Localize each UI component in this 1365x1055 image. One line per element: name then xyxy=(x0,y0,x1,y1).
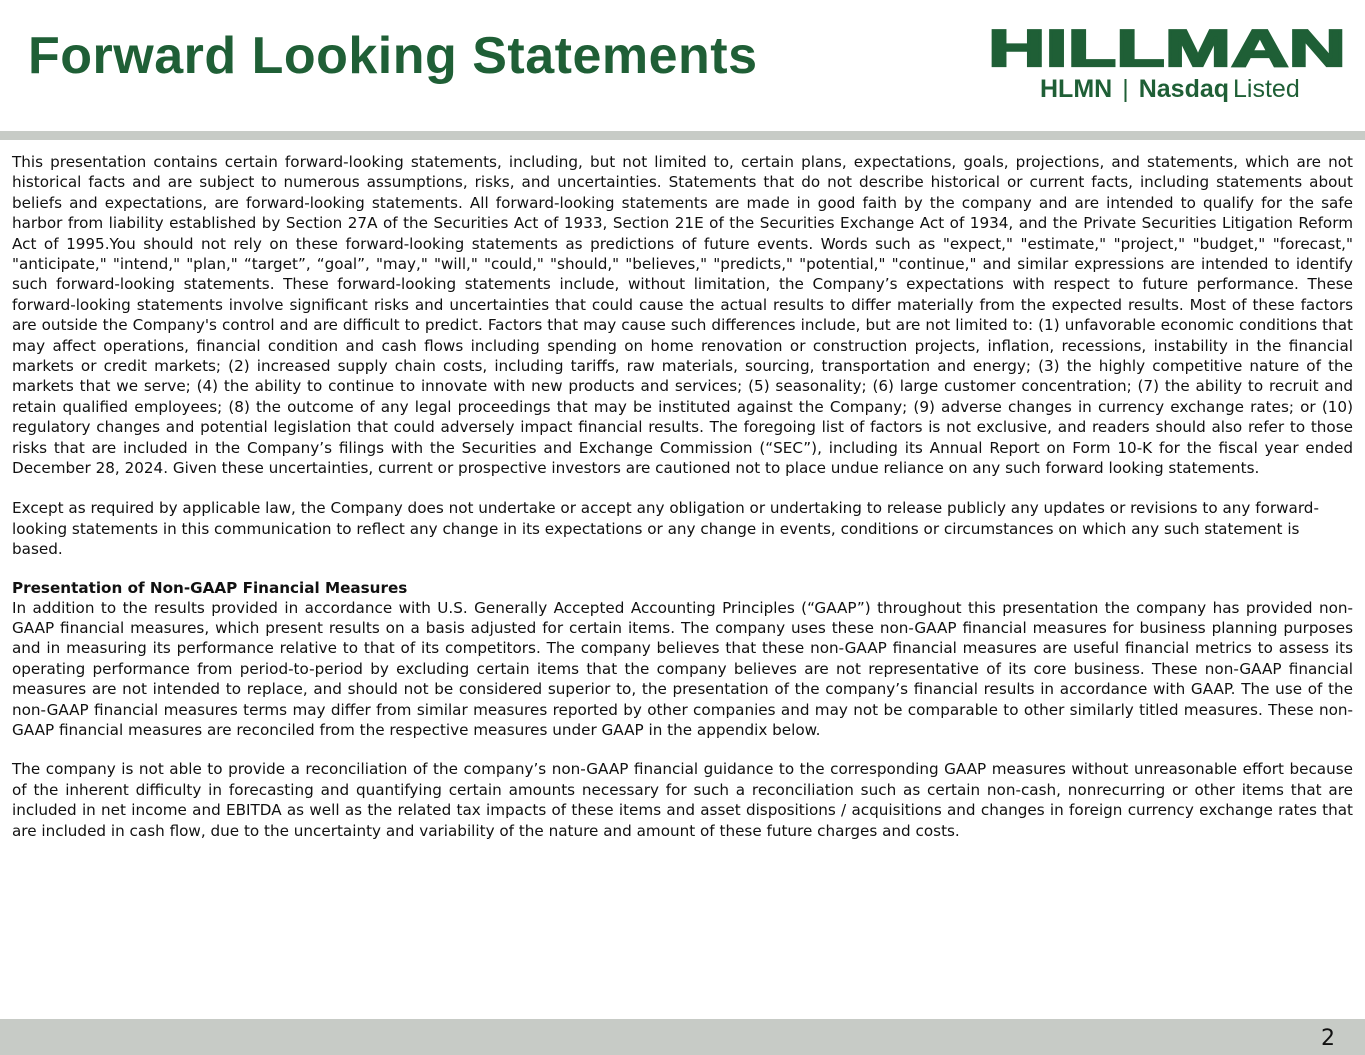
non-gaap-heading: Presentation of Non-GAAP Financial Measures xyxy=(12,578,408,597)
page-number: 2 xyxy=(1321,1026,1335,1051)
hillman-wordmark xyxy=(986,26,1348,74)
logo-ticker: HLMN xyxy=(1040,75,1113,103)
reconciliation-paragraph: The company is not able to provide a reconciliation of the company’s non-GAAP financial guidance to the corresponding GAAP measures without unreasonable effort because of the inherent difficulty in forecasting and quantifying certain amounts necessary for such a reconciliation such as certain non-cash, nonrecurring or other items that are included in net income and EBITDA as well as the related tax impacts of these items and asset dispositions / acquisitions and changes in foreign currency exchange rates that are included in cash flow, due to the uncertainty and variability of the nature and amount of these future charges and costs. xyxy=(12,760,1353,840)
no-update-paragraph: Except as required by applicable law, the Company does not undertake or accept any obligation or undertaking to release publicly any updates or revisions to any forward-looking statements in this communication to reflect any change in its expectations or any change in events, conditions or circumstances on which any such statement is based. xyxy=(12,499,1319,559)
logo-exchange: Nasdaq xyxy=(1138,75,1230,103)
logo-separator: | xyxy=(1122,75,1129,103)
logo-listed: Listed xyxy=(1233,75,1300,103)
forward-looking-paragraph: This presentation contains certain forward-looking statements, including, but not limited to, certain plans, expectations, goals, projections, and statements, which are not historical facts and are subject to numerous assumptions, risks, and uncertainties. Statements that do not describe historical or current facts, including statements about beliefs and expectations, are forward-looking statements. All forward-looking statements are made in good faith by the company and are intended to qualify for the safe harbor from liability established by Section 27A of the Securities Act of 1933, Section 21E of the Securities Exchange Act of 1934, and the Private Securities Litigation Reform Act of 1995.You should not rely on these forward-looking statements as predictions of future events. Words such as "expect," "estimate," "project," "budget," "forecast," "anticipate," "intend," "plan," “target”, “goal”, "may," "will," "could," "should," "believes," "predicts," "potential," "continue," and similar expressions are intended to identify such forward-looking statements. These forward-looking statements include, without limitation, the Company’s expectations with respect to future performance. These forward-looking statements involve significant risks and uncertainties that could cause the actual results to differ materially from the expected results. Most of these factors are outside the Company's control and are difficult to predict. Factors that may cause such differences include, but are not limited to: (1) unfavorable economic conditions that may affect operations, financial condition and cash flows including spending on home renovation or construction projects, inflation, recessions, instability in the financial markets or credit markets; (2) increased supply chain costs, including tariffs, raw materials, sourcing, transportation and energy; (3) the highly competitive nature of the markets that we serve; (4) the ability to continue to innovate with new products and services; (5) seasonality; (6) large customer concentration; (7) the ability to recruit and retain qualified employees; (8) the outcome of any legal proceedings that may be instituted against the Company; (9) adverse changes in currency exchange rates; or (10) regulatory changes and potential legislation that could adversely impact financial results. The foregoing list of factors is not exclusive, and readers should also refer to those risks that are included in the Company’s filings with the Securities and Exchange Commission (“SEC”), including its Annual Report on Form 10-K for the fiscal year ended December 28, 2024. Given these uncertainties, current or prospective investors are cautioned not to place undue reliance on any such forward looking statements. xyxy=(12,153,1353,478)
non-gaap-paragraph: In addition to the results provided in accordance with U.S. Generally Accepted Accounting Principles (“GAAP”) throughout this presentation the company has provided non-GAAP financial measures, which present results on a basis adjusted for certain items. The company uses these non-GAAP financial measures for business planning purposes and in measuring its performance relative to that of its competitors. The company believes that these non-GAAP financial measures are useful financial metrics to assess its operating performance from period-to-period by excluding certain items that the company believes are not representative of its core business. These non-GAAP financial measures are not intended to replace, and should not be considered superior to, the presentation of the company’s financial results in accordance with GAAP. The use of the non-GAAP financial measures terms may differ from similar measures reported by other companies and may not be comparable to other similarly titled measures. These non-GAAP financial measures are reconciled from the respective measures under GAAP in the appendix below. xyxy=(12,598,1353,739)
page-title: Forward Looking Statements xyxy=(28,27,758,85)
disclaimer-body xyxy=(12,152,1353,841)
logo-wordmark-text: HILLMAN xyxy=(988,26,1346,74)
footer-bar xyxy=(0,1019,1365,1055)
paragraph-gap xyxy=(12,479,1353,499)
paragraph-gap xyxy=(12,740,1353,759)
logo-subtitle xyxy=(1040,74,1300,104)
hillman-logo xyxy=(986,26,1348,106)
paragraph-gap xyxy=(12,560,1353,579)
header-divider xyxy=(0,131,1365,140)
